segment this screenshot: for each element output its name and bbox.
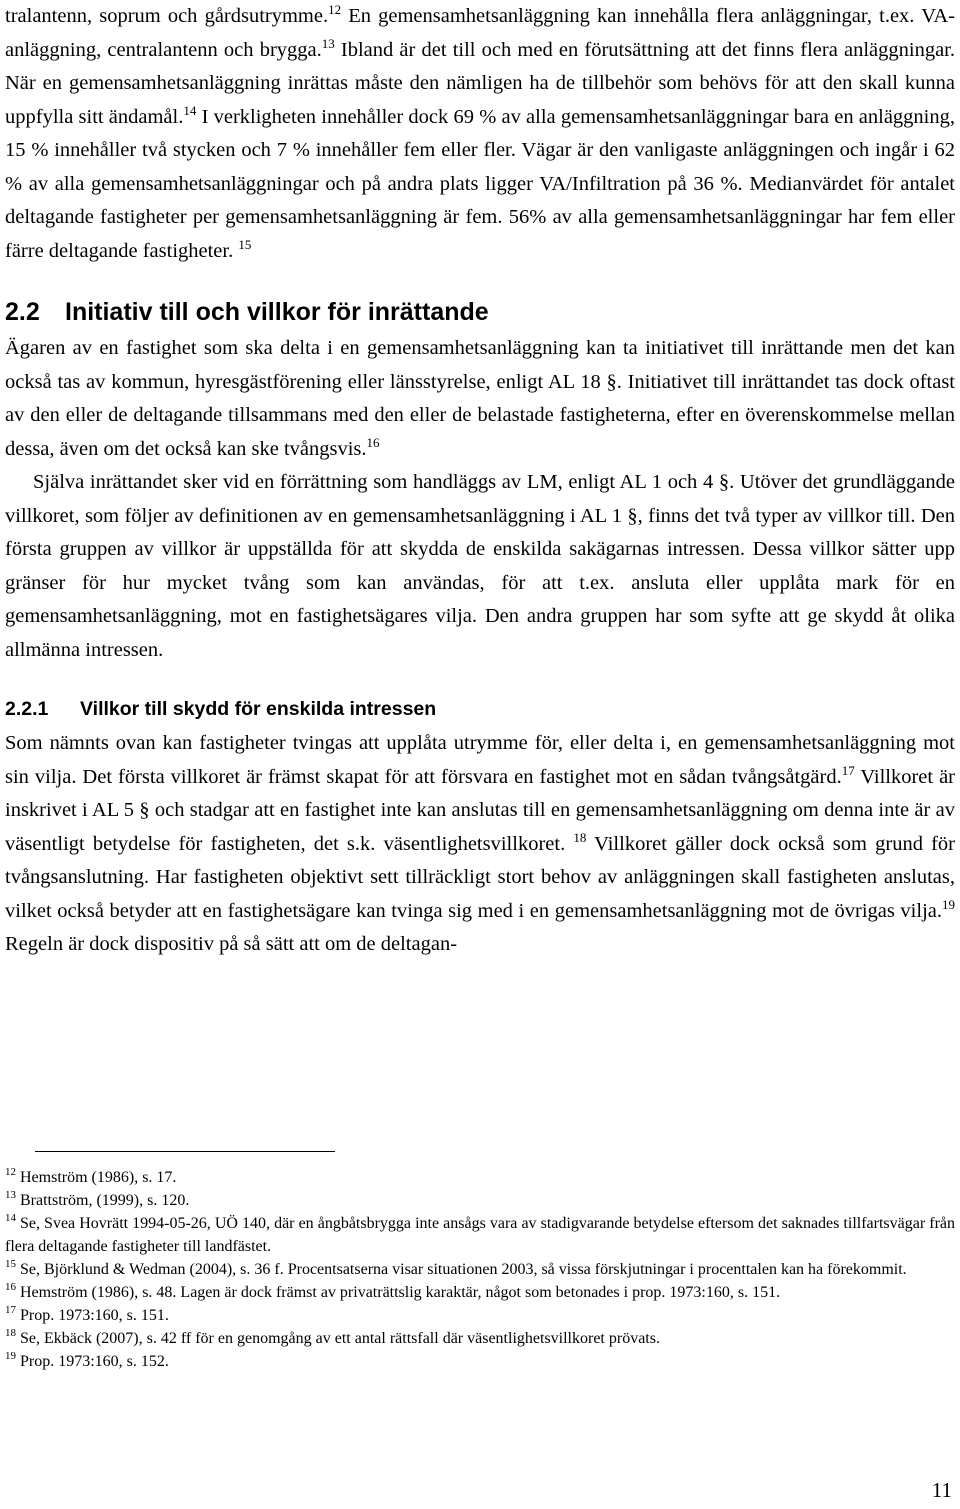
paragraph-text: Ägaren av en fastighet som ska delta i en gemensamhetsanläggning kan ta initiativet till inrättande men det kan också tas av kommun, hyresgästförening eller länsstyrelse, enligt AL 18 §. Initiativet till inrättandet tas dock oftast av den eller de deltagande tillsammans med den eller de belastade fastigheterna, efter en överenskommelse mellan dessa, även om det också kan ske tvångsvis. [5,337,955,460]
footnote-14 [5,1212,955,1258]
footnote-text: Se, Ekbäck (2007), s. 42 ff för en genomgång av ett antal rättsfall där väsentlighetsvillkoret prövats. [20,1330,660,1347]
paragraph-initiative [5,332,955,466]
section-number: 2.2 [5,298,40,326]
footnote-text: Se, Björklund & Wedman (2004), s. 36 f. Procentsatserna visar situationen 2003, så vissa förskjutningar i procenttalen kan ha förekommit. [20,1261,907,1278]
footnote-number: 19 [5,1350,16,1362]
footnote-ref-18[interactable]: 18 [573,829,587,845]
paragraph-private-interests [5,727,955,962]
paragraph-formation [5,466,955,667]
footnote-ref-16[interactable]: 16 [366,434,380,450]
footnote-number: 16 [5,1281,16,1293]
section-heading-2-2-1 [5,691,955,727]
page-number: 11 [931,1478,952,1502]
paragraph-text: En gemensamhetsanläggning kan innehålla flera anläggningar, t.ex. VA-anläggning, centralantenn och brygga. [5,5,955,61]
footnote-number: 18 [5,1327,16,1339]
footnote-ref-17[interactable]: 17 [841,762,855,778]
footnote-19 [5,1350,955,1373]
footnote-text: Hemström (1986), s. 48. Lagen är dock främst av privaträttslig karaktär, något som betonades i prop. 1973:160, s. 151. [20,1284,781,1301]
footnote-16 [5,1281,955,1304]
footnote-13 [5,1189,955,1212]
paragraph-text: Villkoret gäller dock också som grund för tvångsanslutning. Har fastigheten objektivt sett tillräckligt stort behov av anläggningen skall fastigheten anslutas, vilket också betyder att en fastighetsägare kan tvinga sig med i en gemensamhetsanläggning mot de övrigas vilja. [5,832,956,922]
footnote-text: Brattström, (1999), s. 120. [20,1192,190,1209]
footnote-18 [5,1327,955,1350]
footnote-text: Hemström (1986), s. 17. [20,1169,177,1186]
footnote-text: Prop. 1973:160, s. 151. [20,1307,169,1324]
footnote-ref-14[interactable]: 14 [183,102,197,118]
footnote-ref-19[interactable]: 19 [942,896,955,912]
section-heading-2-2 [5,292,955,332]
page-body [5,0,955,962]
footnote-separator [35,1151,335,1152]
footnote-text: Prop. 1973:160, s. 152. [20,1353,169,1370]
footnote-number: 15 [5,1258,16,1270]
subsection-title: Villkor till skydd för enskilda intressen [80,698,437,720]
paragraph-text: Ibland är det till och med en förutsättning att det finns flera anläggningar. När en gemensamhetsanläggning inrättas måste den nämligen ha de tillbehör som behövs för att den skall kunna uppfylla sitt ändamål. [5,38,955,128]
footnote-number: 14 [5,1212,16,1224]
footnote-15 [5,1258,955,1281]
subsection-number: 2.2.1 [5,698,49,720]
section-title: Initiativ till och villkor för inrättande [65,298,489,326]
footnote-ref-12[interactable]: 12 [328,2,342,17]
footnote-ref-13[interactable]: 13 [321,35,335,51]
footnote-ref-15[interactable]: 15 [238,236,252,252]
footnote-number: 12 [5,1166,16,1178]
paragraph-text: I verkligheten innehåller dock 69 % av alla gemensamhetsanläggningar bara en anläggning, 15 % innehåller två stycken och 7 % innehåller fem eller fler. Vägar är den vanligaste anläggningen och ingår i 62 % av alla gemensamhetsanläggningar och på andra plats ligger VA/Infiltration på 36 %. Medianvärdet för antalet deltagande fastigheter per gemensamhetsanläggning är fem. 56% av alla gemensamhetsanläggningar har fem eller färre deltagande fastigheter. [5,105,955,262]
paragraph-text: Villkoret är inskrivet i AL 5 § och stadgar att en fastighet inte kan anslutas till en gemensamhetsanläggning om denna inte är av väsentligt betydelse för fastigheten, det s.k. väsentlighetsvillkoret. [5,765,955,855]
paragraph-installations [5,0,955,268]
footnote-number: 13 [5,1189,16,1201]
paragraph-text: Regeln är dock dispositiv på så sätt att om de deltagan- [5,933,458,955]
paragraph-text: Själva inrättandet sker vid en förrättning som handläggs av LM, enligt AL 1 och 4 §. Utöver det grundläggande villkoret, som följer av definitionen av en gemensamhetsanläggning i AL 1 §, finns det två typer av villkor till. Den första gruppen av villkor är uppställda för att skydda de enskilda sakägarnas intressen. Dessa villkor sätter upp gränser för hur mycket tvång som kan användas, för att t.ex. ansluta eller upplåta mark för en gemensamhetsanläggning, mot en fastighetsägares vilja. Den andra gruppen har som syfte att ge skydd åt olika allmänna intressen. [5,471,955,661]
footnote-17 [5,1304,955,1327]
footnote-number: 17 [5,1304,16,1316]
footnote-text: Se, Svea Hovrätt 1994-05-26, UÖ 140, där en ångbåtsbrygga inte ansågs vara av stadigvarande betydelse eftersom det saknades tillfartsvägar från flera deltagande fastigheter till landfästet. [5,1215,955,1255]
paragraph-text: tralantenn, soprum och gårdsutrymme. [5,5,329,27]
footnote-12 [5,1166,955,1189]
footnotes-list [5,1166,955,1373]
paragraph-text: Som nämnts ovan kan fastigheter tvingas att upplåta utrymme för, eller delta i, en gemensamhetsanläggning mot sin vilja. Det första villkoret är främst skapat för att försvara en fastighet mot en sådan tvångsåtgärd. [5,732,955,788]
